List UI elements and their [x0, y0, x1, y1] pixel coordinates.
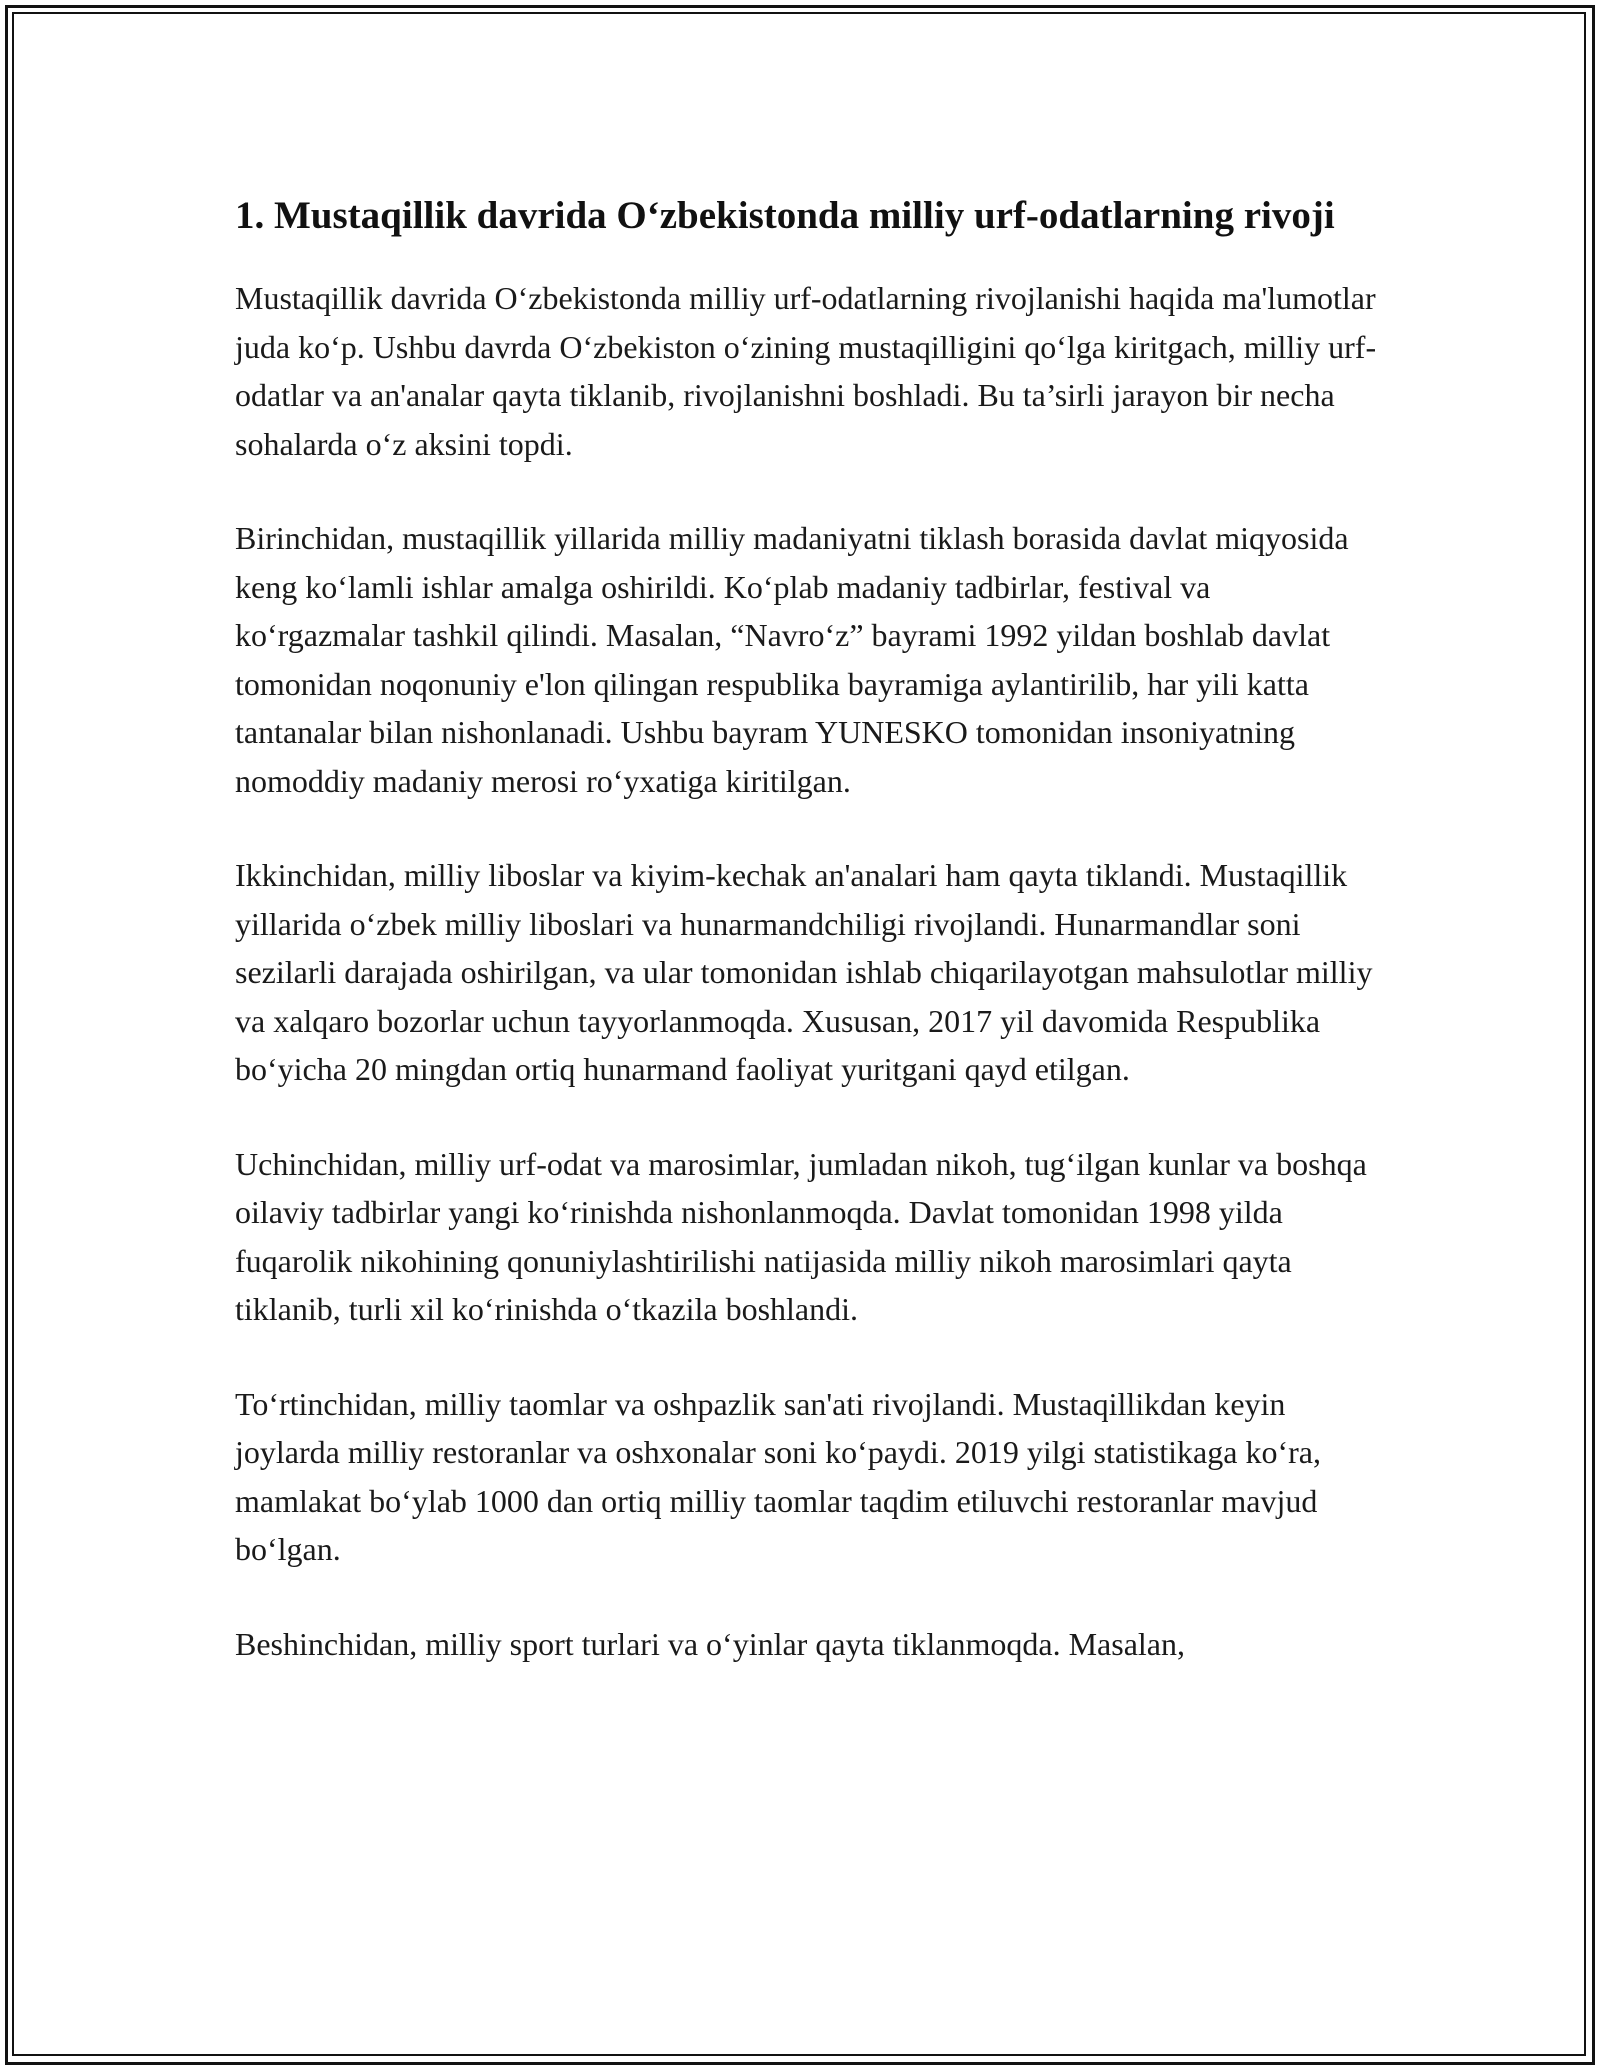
paragraph-fourth: To‘rtinchidan, milliy taomlar va oshpazlik san'ati rivojlandi. Mustaqillikdan keyin joylarda milliy restoranlar va oshxonalar soni ko‘paydi. 2019 yilgi statistikaga ko‘ra, mamlakat bo‘ylab 1000 dan ortiq milliy taomlar taqdim etiluvchi restoranlar mavjud bo‘lgan. [235, 1385, 1321, 1567]
paragraph-second: Ikkinchidan, milliy liboslar va kiyim-kechak an'analari ham qayta tiklandi. Mustaqillik yillarida o‘zbek milliy liboslari va hunarmandchiligi rivojlandi. Hunarmandlar soni sezilarli darajada oshirilgan, va ular tomonidan ishlab chiqarilayotgan mahsulotlar milliy va xalqaro bozorlar uchun tayyorlanmoqda. Xususan, 2017 yil davomida Respublika bo‘yicha 20 mingdan ortiq hunarmand faoliyat yuritgani qayd etilgan. [235, 857, 1373, 1087]
section-heading: 1. Mustaqillik davrida O‘zbekistonda milliy urf-odatlarning rivoji [235, 194, 1335, 237]
paragraph-intro: Mustaqillik davrida O‘zbekistonda milliy urf-odatlarning rivojlanishi haqida ma'lumotlar juda ko‘p. Ushbu davrda O‘zbekiston o‘zining mustaqilligini qo‘lga kiritgach, milliy urf-odatlar va an'analar qayta tiklanib, rivojlanishni boshladi. Bu ta’sirli jarayon bir necha sohalarda o‘z aksini topdi. [235, 280, 1377, 462]
paragraph-first: Birinchidan, mustaqillik yillarida milliy madaniyatni tiklash borasida davlat miqyosida keng ko‘lamli ishlar amalga oshirildi. Ko‘plab madaniy tadbirlar, festival va ko‘rgazmalar tashkil qilindi. Masalan, “Navro‘z” bayrami 1992 yildan boshlab davlat tomonidan noqonuniy e'lon qilingan respublika bayramiga aylantirilib, har yili katta tantanalar bilan nishonlanadi. Ushbu bayram YUNESKO tomonidan insoniyatning nomoddiy madaniy merosi ro‘yxatiga kiritilgan. [235, 520, 1349, 799]
paragraph-third: Uchinchidan, milliy urf-odat va marosimlar, jumladan nikoh, tug‘ilgan kunlar va boshqa oilaviy tadbirlar yangi ko‘rinishda nishonlanmoqda. Davlat tomonidan 1998 yilda fuqarolik nikohining qonuniylashtirilishi natijasida milliy nikoh marosimlari qayta tiklanib, turli xil ko‘rinishda o‘tkazila boshlandi. [235, 1145, 1367, 1327]
document-body [235, 188, 1380, 1714]
paragraph-fifth: Beshinchidan, milliy sport turlari va o‘yinlar qayta tiklanmoqda. Masalan, [235, 1625, 1185, 1662]
